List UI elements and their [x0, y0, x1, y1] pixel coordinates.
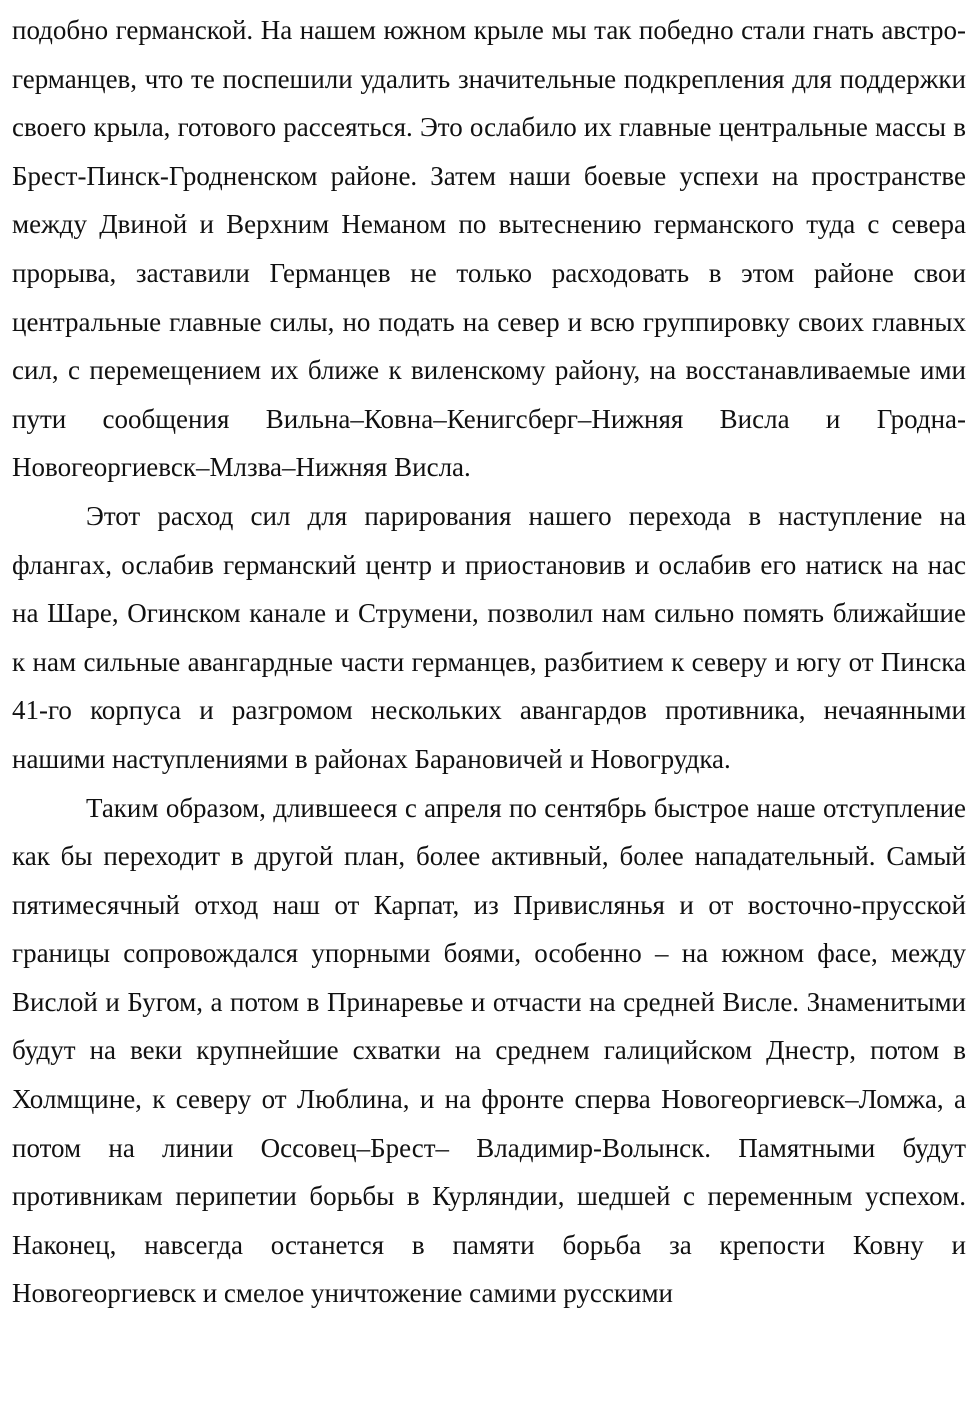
document-page — [12, 6, 966, 1318]
paragraph-2: Этот расход сил для парирования нашего перехода в наступление на флангах, ослабив германский центр и приостановив и ослабив его натиск на нас на Шаре, Огинском канале и Струмени, позволил нам сильно помять ближайшие к нам сильные авангардные части германцев, разбитием к северу и югу от Пинска 41-го корпуса и разгромом нескольких авангардов противника, нечаянными нашими наступлениями в районах Барановичей и Новогрудка. — [12, 500, 966, 774]
paragraph-3: Таким образом, длившееся с апреля по сентябрь быстрое наше отступление как бы переходит в другой план, более активный, более нападательный. Самый пятимесячный отход наш от Карпат, из Привислянья и от восточно-прусской границы сопровождался упорными боями, особенно – на южном фасе, между Вислой и Бугом, а потом в Принаревье и отчасти на средней Висле. Знаменитыми будут на веки крупнейшие схватки на среднем галицийском Днестр, потом в Холмщине, к северу от Люблина, и на фронте сперва Новогеоргиевск–Ломжа, а потом на линии Оссовец–Брест– Владимир-Волынск. Памятными будут противникам перипетии борьбы в Курляндии, шедшей с переменным успехом. Наконец, навсегда останется в памяти борьба за крепости Ковну и Новогеоргиевск и смелое уничтожение самими русскими — [12, 792, 966, 1309]
paragraph-1: подобно германской. На нашем южном крыле мы так победно стали гнать австро-германцев, что те поспешили удалить значительные подкрепления для поддержки своего крыла, готового рассеяться. Это ослабило их главные центральные массы в Брест-Пинск-Гродненском районе. Затем наши боевые успехи на пространстве между Двиной и Верхним Неманом по вытеснению германского туда с севера прорыва, заставили Германцев не только расходовать в этом районе свои центральные главные силы, но подать на север и всю группировку своих главных сил, с перемещением их ближе к виленскому району, на восстанавливаемые ими пути сообщения Вильна–Ковна–Кенигсберг–Нижняя Висла и Гродна-Новогеоргиевск–Млзва–Нижняя Висла. — [12, 15, 966, 483]
